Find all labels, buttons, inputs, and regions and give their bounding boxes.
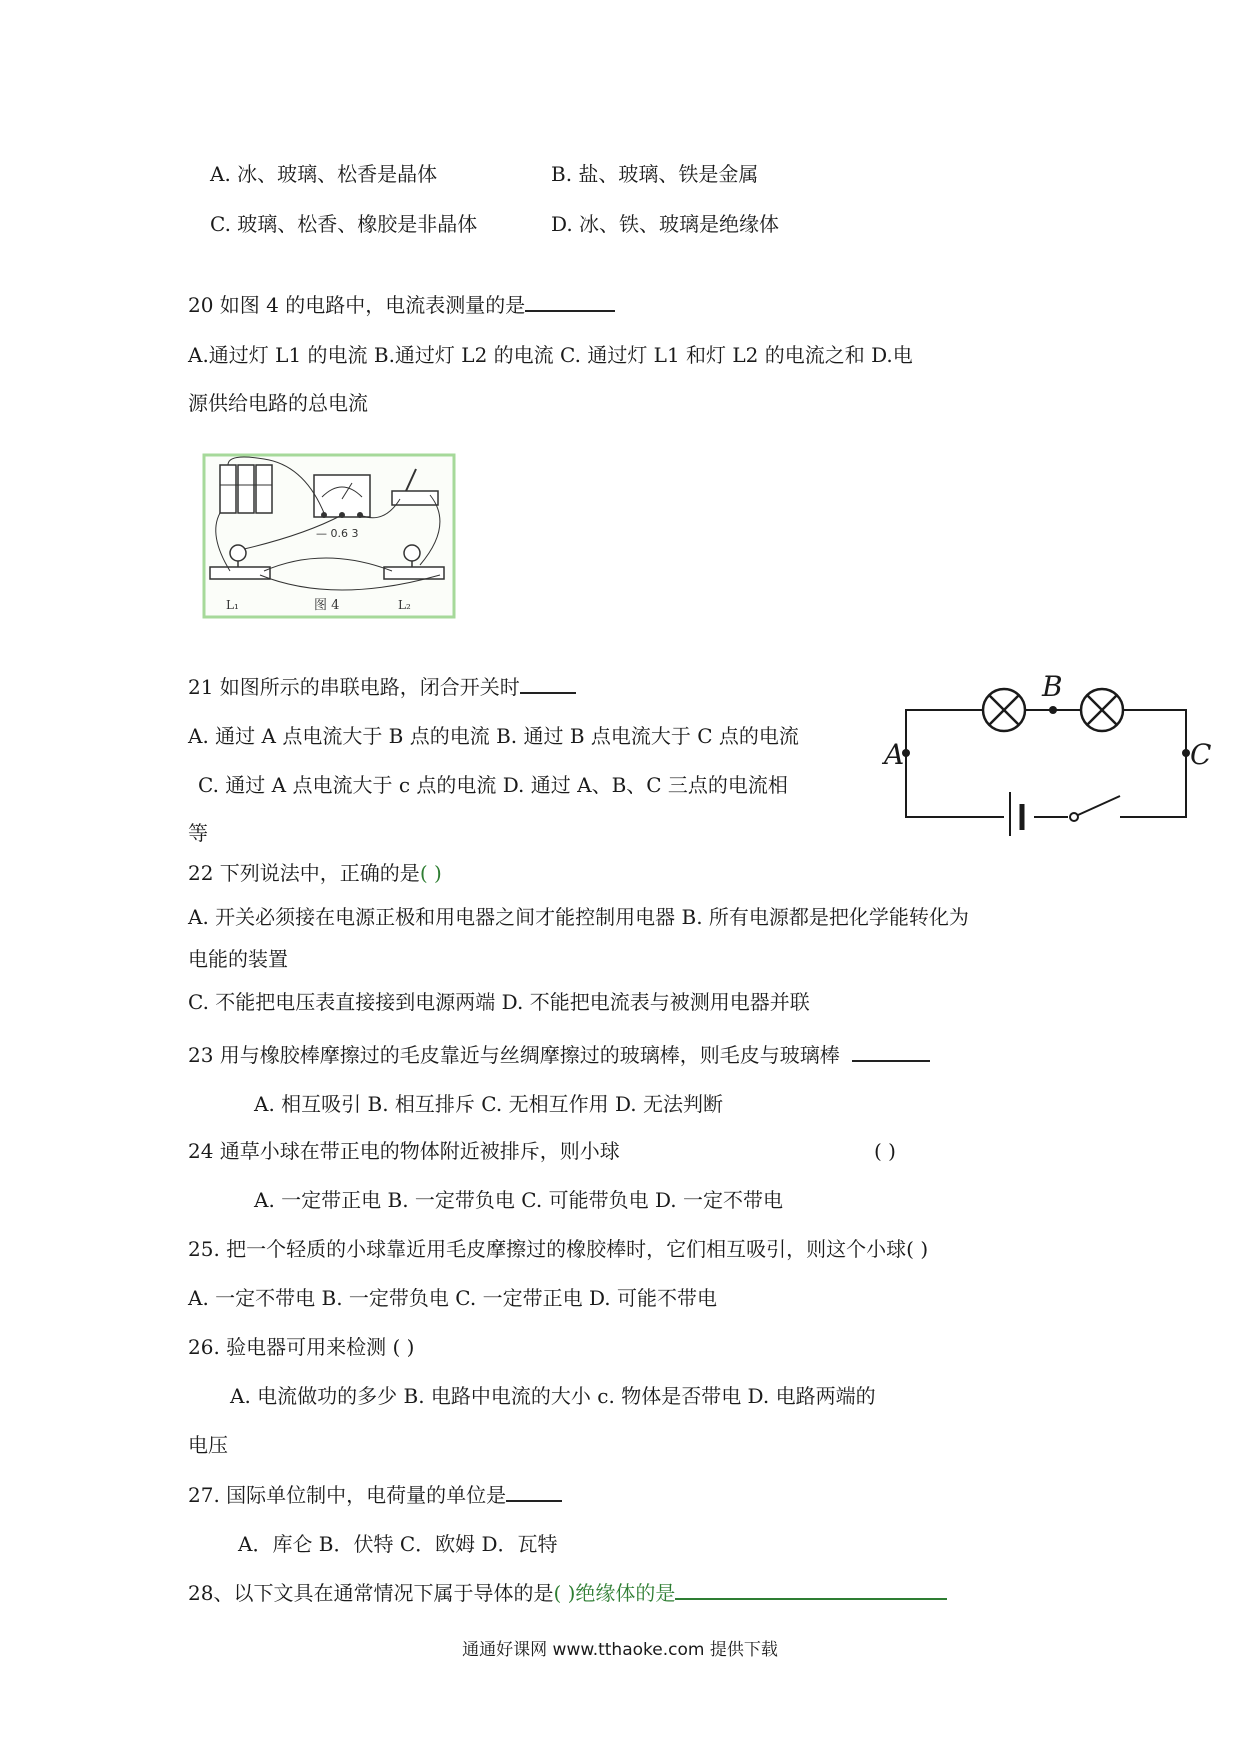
q19-option-b: B. 盐、玻璃、铁是金属 [551, 162, 759, 186]
q20-options-line2: 源供给电路的总电流 [188, 391, 368, 415]
q25-options: A. 一定不带电 B. 一定带负电 C. 一定带正电 D. 可能不带电 [188, 1286, 717, 1310]
q20-stem: 20 如图 4 的电路中，电流表测量的是 [188, 293, 526, 317]
q21-options-line2: C. 通过 A 点电流大于 c 点的电流 D. 通过 A、B、C 三点的电流相 [198, 773, 788, 797]
q22-answer-paren: ( ) [419, 861, 442, 885]
q23-stem: 23 用与橡胶棒摩擦过的毛皮靠近与丝绸摩擦过的玻璃棒，则毛皮与玻璃棒 [188, 1043, 840, 1067]
q27-answer-blank [506, 1482, 562, 1502]
q26-stem: 26. 验电器可用来检测 ( ) [188, 1335, 415, 1359]
q23-question [188, 1042, 930, 1068]
q26-options-line2: 电压 [188, 1433, 228, 1457]
q19-option-d: D. 冰、铁、玻璃是绝缘体 [551, 212, 780, 236]
q25-stem: 25. 把一个轻质的小球靠近用毛皮摩擦过的橡胶棒时，它们相互吸引，则这个小球( ) [188, 1237, 929, 1261]
q27-question [188, 1482, 562, 1508]
q26-options-line1: A. 电流做功的多少 B. 电路中电流的大小 c. 物体是否带电 D. 电路两端的 [230, 1384, 876, 1408]
page-footer: 通通好课网 www.tthaoke.com 提供下载 [462, 1640, 778, 1660]
q24-answer-paren: ( ) [874, 1139, 896, 1163]
series-circuit-figure [884, 668, 1212, 838]
q23-options: A. 相互吸引 B. 相互排斥 C. 无相互作用 D. 无法判断 [254, 1092, 723, 1116]
q20-answer-blank [525, 292, 615, 312]
circuit-label-a: A [884, 738, 905, 771]
q21-answer-blank [520, 674, 576, 694]
q27-options: A．库仑 B．伏特 C．欧姆 D．瓦特 [238, 1532, 558, 1556]
q28-answer-paren: ( ) [553, 1581, 576, 1605]
q21-question [188, 674, 576, 700]
q23-answer-blank [852, 1042, 930, 1062]
q27-stem: 27. 国际单位制中，电荷量的单位是 [188, 1483, 507, 1507]
q28-answer-blank [675, 1580, 947, 1600]
q22-question [188, 860, 442, 886]
q20-question [188, 292, 615, 318]
q21-stem: 21 如图所示的串联电路，闭合开关时 [188, 675, 520, 699]
figure-4-lamp2-label: L₂ [398, 598, 411, 612]
figure-4-circuit [204, 455, 454, 617]
q24-stem: 24 通草小球在带正电的物体附近被排斥，则小球 [188, 1139, 620, 1163]
q28-tail: 绝缘体的是 [575, 1581, 676, 1605]
q21-options-line1: A. 通过 A 点电流大于 B 点的电流 B. 通过 B 点电流大于 C 点的电流 [188, 724, 799, 748]
q21-options-line3: 等 [188, 821, 208, 845]
figure-4-meter-scale: — 0.6 3 [316, 527, 359, 540]
q22-options-line1: A. 开关必须接在电源正极和用电器之间才能控制用电器 B. 所有电源都是把化学能转化为 [188, 905, 969, 929]
circuit-label-b: B [1042, 670, 1063, 703]
q24-options: A. 一定带正电 B. 一定带负电 C. 可能带负电 D. 一定不带电 [254, 1188, 783, 1212]
q22-options-line2: 电能的装置 [188, 947, 288, 971]
q28-question [188, 1580, 947, 1606]
circuit-label-c: C [1190, 738, 1212, 771]
q22-stem: 22 下列说法中，正确的是 [188, 861, 420, 885]
q20-options-line1: A.通过灯 L1 的电流 B.通过灯 L2 的电流 C. 通过灯 L1 和灯 L2 的电流之和 D.电 [188, 343, 913, 367]
q22-options-line3: C. 不能把电压表直接接到电源两端 D. 不能把电流表与被测用电器并联 [188, 990, 810, 1014]
q19-option-a: A. 冰、玻璃、松香是晶体 [210, 162, 438, 186]
q28-stem: 28、以下文具在通常情况下属于导体的是 [188, 1581, 554, 1605]
q19-option-c: C. 玻璃、松香、橡胶是非晶体 [210, 212, 478, 236]
figure-4-caption: 图 4 [314, 598, 340, 613]
figure-4-lamp1-label: L₁ [226, 598, 239, 612]
